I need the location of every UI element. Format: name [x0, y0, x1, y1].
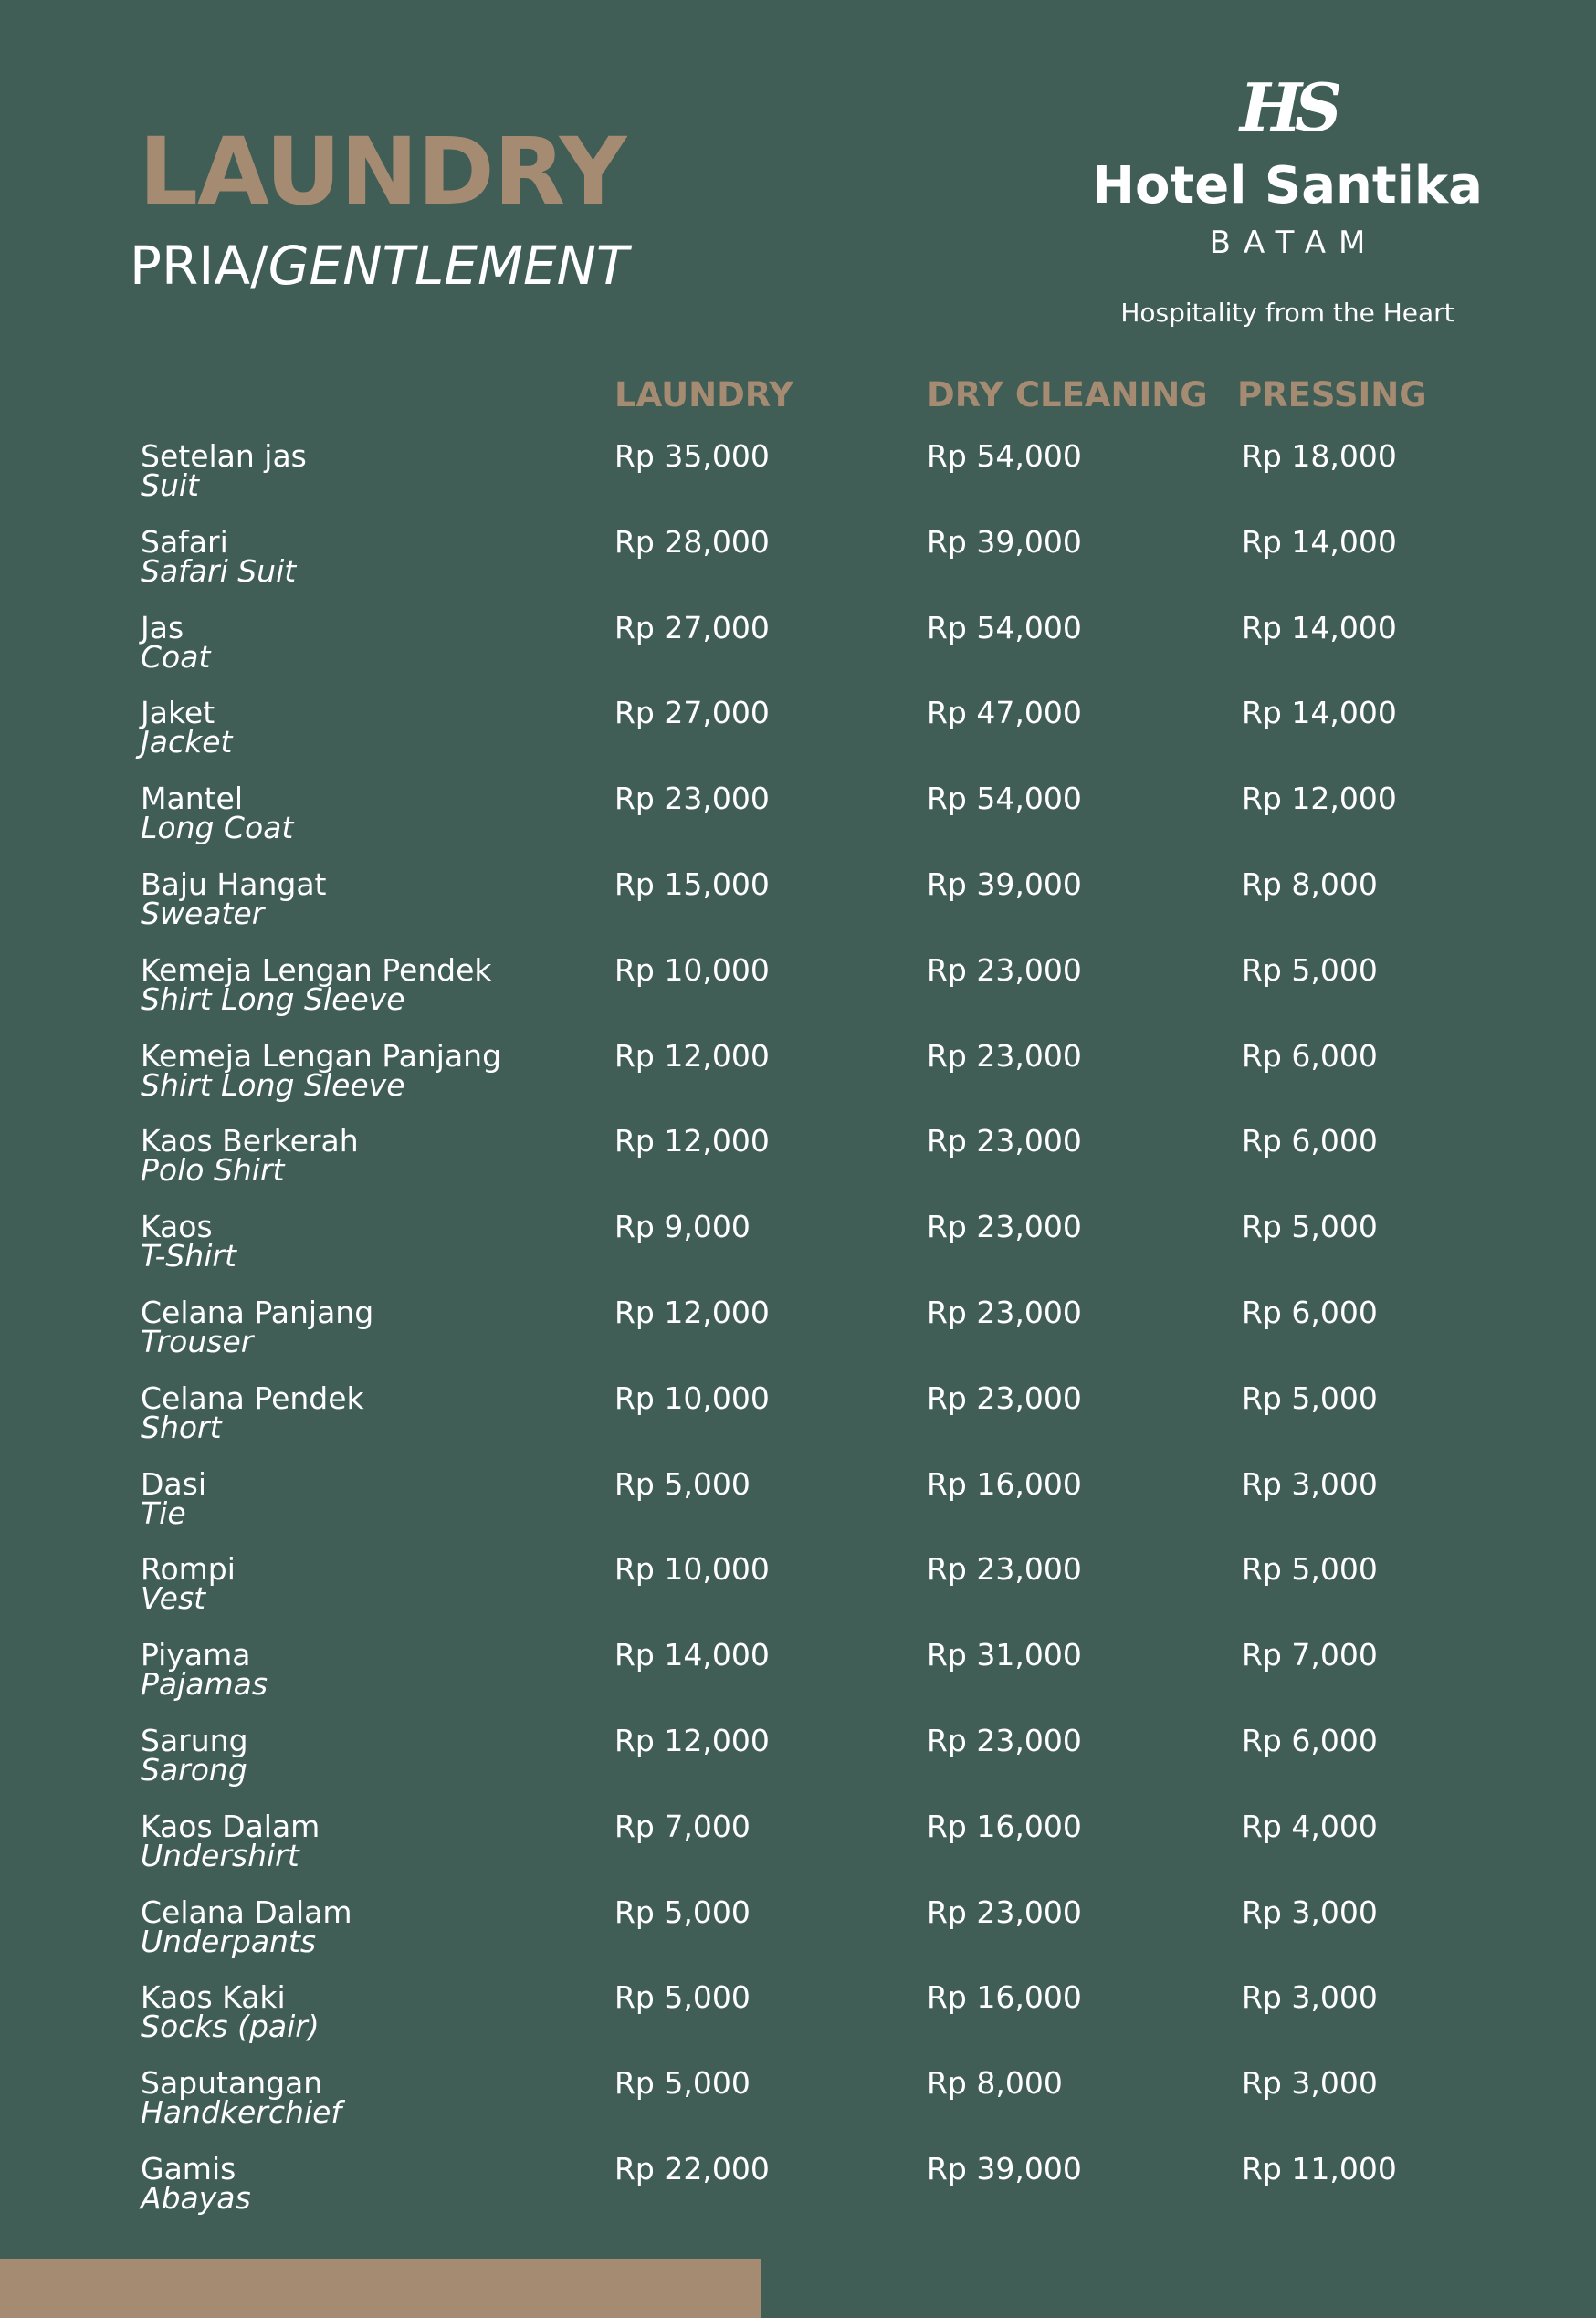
item-name [141, 609, 211, 675]
item-name-english: Socks (pair) [141, 2009, 320, 2045]
dry-cleaning-price: Rp 54,000 [927, 609, 1082, 645]
laundry-price: Rp 7,000 [614, 1808, 751, 1844]
item-name-english: Tie [141, 1495, 186, 1531]
item-name-indonesian: Piyama [141, 1637, 251, 1673]
pressing-price: Rp 3,000 [1242, 1893, 1378, 1930]
dry-cleaning-price: Rp 31,000 [927, 1637, 1082, 1673]
laundry-price: Rp 27,000 [614, 695, 770, 731]
item-name-indonesian: Kaos Dalam [141, 1808, 320, 1844]
dry-cleaning-price: Rp 23,000 [927, 1123, 1082, 1159]
pressing-price: Rp 14,000 [1242, 609, 1397, 645]
item-name [141, 781, 294, 846]
pressing-price: Rp 3,000 [1242, 1465, 1378, 1502]
pressing-price: Rp 5,000 [1242, 1379, 1378, 1416]
dry-cleaning-price: Rp 23,000 [927, 1209, 1082, 1245]
item-name-indonesian: Saputangan [141, 2065, 323, 2102]
price-row [0, 695, 1596, 784]
column-header-dry-cleaning: DRY CLEANING [927, 375, 1208, 414]
dry-cleaning-price: Rp 39,000 [927, 523, 1082, 560]
pressing-price: Rp 5,000 [1242, 951, 1378, 988]
item-name [141, 1209, 236, 1274]
pressing-price: Rp 5,000 [1242, 1209, 1378, 1245]
pressing-price: Rp 6,000 [1242, 1037, 1378, 1074]
item-name-english: Short [141, 1409, 222, 1445]
item-name [141, 438, 307, 503]
laundry-price: Rp 10,000 [614, 951, 770, 988]
price-row [0, 1893, 1596, 1984]
column-header-pressing: PRESSING [1237, 375, 1427, 414]
item-name [141, 1722, 248, 1788]
price-row [0, 1722, 1596, 1812]
item-name-indonesian: Rompi [141, 1551, 236, 1588]
price-row [0, 865, 1596, 956]
dry-cleaning-price: Rp 23,000 [927, 951, 1082, 988]
laundry-price: Rp 35,000 [614, 438, 770, 474]
item-name [141, 1637, 268, 1703]
dry-cleaning-price: Rp 39,000 [927, 2150, 1082, 2187]
dry-cleaning-price: Rp 16,000 [927, 1979, 1082, 2016]
laundry-price: Rp 15,000 [614, 865, 770, 902]
item-name-indonesian: Baju Hangat [141, 865, 327, 902]
item-name-english: Sweater [141, 895, 265, 931]
laundry-price: Rp 12,000 [614, 1722, 770, 1758]
item-name-indonesian: Kaos [141, 1209, 213, 1245]
pressing-price: Rp 18,000 [1242, 438, 1397, 474]
pressing-price: Rp 12,000 [1242, 781, 1397, 817]
item-name-indonesian: Celana Dalam [141, 1893, 352, 1930]
laundry-price: Rp 9,000 [614, 1209, 751, 1245]
subtitle-english: GENTLEMENT [268, 235, 629, 297]
item-name [141, 1808, 320, 1873]
pressing-price: Rp 6,000 [1242, 1722, 1378, 1758]
laundry-price: Rp 12,000 [614, 1037, 770, 1074]
item-name-english: Handkerchief [141, 2094, 342, 2131]
pressing-price: Rp 7,000 [1242, 1637, 1378, 1673]
item-name-english: Sarong [141, 1751, 247, 1788]
laundry-price: Rp 5,000 [614, 1893, 751, 1930]
price-row [0, 1037, 1596, 1128]
price-list [0, 438, 1596, 2240]
item-name-english: Suit [141, 467, 199, 503]
laundry-price: Rp 5,000 [614, 2065, 751, 2102]
item-name-english: Safari Suit [141, 552, 297, 589]
laundry-price: Rp 10,000 [614, 1551, 770, 1588]
item-name-indonesian: Safari [141, 523, 228, 560]
price-row [0, 2065, 1596, 2155]
subtitle-indonesian: PRIA/ [130, 235, 268, 297]
item-name [141, 951, 492, 1017]
page-title: LAUNDRY [139, 118, 626, 226]
hotel-city: BATAM [1209, 225, 1379, 261]
laundry-price: Rp 5,000 [614, 1465, 751, 1502]
hotel-tagline: Hospitality from the Heart [1120, 298, 1454, 328]
price-row [0, 1808, 1596, 1898]
dry-cleaning-price: Rp 16,000 [927, 1808, 1082, 1844]
item-name [141, 1123, 359, 1189]
dry-cleaning-price: Rp 8,000 [927, 2065, 1063, 2102]
price-row [0, 1551, 1596, 1641]
item-name-english: Shirt Long Sleeve [141, 981, 405, 1017]
item-name [141, 1465, 206, 1531]
price-row [0, 1979, 1596, 2069]
laundry-price: Rp 23,000 [614, 781, 770, 817]
item-name-indonesian: Celana Pendek [141, 1379, 364, 1416]
item-name [141, 2150, 251, 2216]
laundry-price: Rp 12,000 [614, 1294, 770, 1330]
pressing-price: Rp 14,000 [1242, 523, 1397, 560]
item-name [141, 1893, 352, 1959]
dry-cleaning-price: Rp 23,000 [927, 1551, 1082, 1588]
laundry-price: Rp 12,000 [614, 1123, 770, 1159]
price-row [0, 1123, 1596, 1212]
dry-cleaning-price: Rp 54,000 [927, 438, 1082, 474]
pressing-price: Rp 4,000 [1242, 1808, 1378, 1844]
pressing-price: Rp 8,000 [1242, 865, 1378, 902]
item-name [141, 865, 327, 931]
item-name [141, 1379, 364, 1445]
laundry-price: Rp 27,000 [614, 609, 770, 645]
item-name-english: Vest [141, 1580, 206, 1617]
laundry-price: Rp 22,000 [614, 2150, 770, 2187]
laundry-price: Rp 5,000 [614, 1979, 751, 2016]
item-name [141, 1294, 374, 1359]
laundry-price: Rp 14,000 [614, 1637, 770, 1673]
item-name-indonesian: Celana Panjang [141, 1294, 374, 1330]
item-name-english: Jacket [141, 724, 233, 760]
dry-cleaning-price: Rp 16,000 [927, 1465, 1082, 1502]
price-row [0, 1637, 1596, 1726]
item-name-english: Polo Shirt [141, 1152, 285, 1189]
item-name-english: Coat [141, 638, 211, 675]
item-name-english: Trouser [141, 1323, 254, 1359]
dry-cleaning-price: Rp 47,000 [927, 695, 1082, 731]
item-name-indonesian: Kaos Kaki [141, 1979, 286, 2016]
laundry-price: Rp 10,000 [614, 1379, 770, 1416]
item-name-indonesian: Kemeja Lengan Panjang [141, 1037, 502, 1074]
item-name-indonesian: Kaos Berkerah [141, 1123, 359, 1159]
item-name-indonesian: Gamis [141, 2150, 236, 2187]
item-name-english: Abayas [141, 2179, 251, 2216]
price-row [0, 523, 1596, 614]
page-subtitle [130, 235, 629, 297]
item-name-english: T-Shirt [141, 1238, 236, 1274]
item-name-english: Pajamas [141, 1666, 268, 1703]
price-row [0, 951, 1596, 1042]
item-name-indonesian: Mantel [141, 781, 244, 817]
bottom-accent-bar [0, 2259, 761, 2318]
dry-cleaning-price: Rp 23,000 [927, 1893, 1082, 1930]
hotel-name: Hotel Santika [1092, 156, 1483, 215]
pressing-price: Rp 14,000 [1242, 695, 1397, 731]
pressing-price: Rp 11,000 [1242, 2150, 1397, 2187]
dry-cleaning-price: Rp 39,000 [927, 865, 1082, 902]
column-header-laundry: LAUNDRY [614, 375, 794, 414]
price-row [0, 1379, 1596, 1470]
price-row [0, 781, 1596, 870]
price-row [0, 1294, 1596, 1384]
laundry-price: Rp 28,000 [614, 523, 770, 560]
item-name-english: Underpants [141, 1923, 317, 1959]
dry-cleaning-price: Rp 54,000 [927, 781, 1082, 817]
item-name-indonesian: Jas [141, 609, 184, 645]
item-name-indonesian: Setelan jas [141, 438, 307, 474]
dry-cleaning-price: Rp 23,000 [927, 1294, 1082, 1330]
item-name [141, 1037, 502, 1103]
item-name [141, 523, 297, 589]
item-name-indonesian: Dasi [141, 1465, 206, 1502]
hotel-logo-monogram: HS [1239, 68, 1336, 146]
pressing-price: Rp 6,000 [1242, 1123, 1378, 1159]
item-name-indonesian: Jaket [141, 695, 215, 731]
item-name-english: Undershirt [141, 1837, 299, 1873]
price-row [0, 1209, 1596, 1298]
item-name-english: Shirt Long Sleeve [141, 1066, 405, 1103]
item-name [141, 2065, 342, 2131]
item-name-indonesian: Sarung [141, 1722, 248, 1758]
pressing-price: Rp 3,000 [1242, 2065, 1378, 2102]
price-row [0, 2150, 1596, 2240]
price-row [0, 1465, 1596, 1556]
item-name [141, 1979, 320, 2045]
item-name [141, 1551, 236, 1617]
price-row [0, 438, 1596, 528]
item-name-english: Long Coat [141, 810, 294, 846]
price-row [0, 609, 1596, 699]
hotel-brand [1087, 68, 1488, 328]
dry-cleaning-price: Rp 23,000 [927, 1379, 1082, 1416]
dry-cleaning-price: Rp 23,000 [927, 1722, 1082, 1758]
pressing-price: Rp 6,000 [1242, 1294, 1378, 1330]
item-name-indonesian: Kemeja Lengan Pendek [141, 951, 492, 988]
item-name [141, 695, 233, 760]
pressing-price: Rp 5,000 [1242, 1551, 1378, 1588]
pressing-price: Rp 3,000 [1242, 1979, 1378, 2016]
dry-cleaning-price: Rp 23,000 [927, 1037, 1082, 1074]
